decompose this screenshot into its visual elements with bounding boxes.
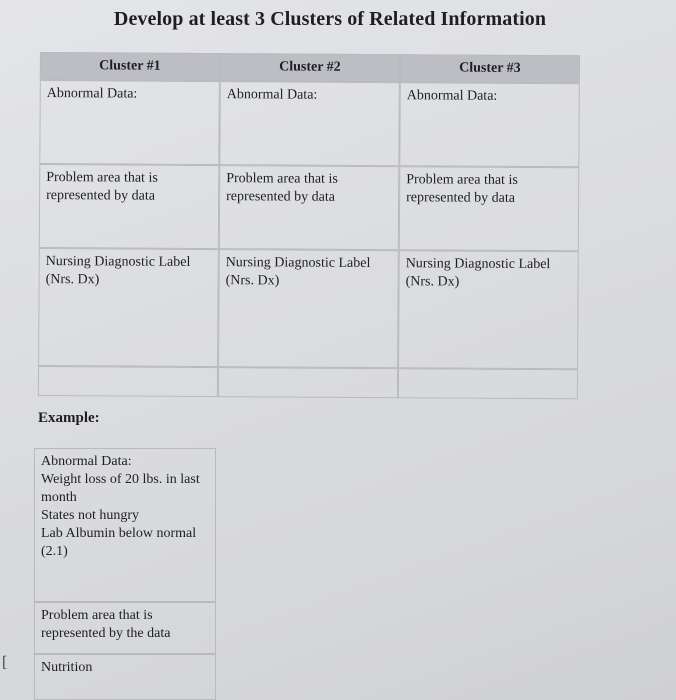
example-abnormal-item: States not hungry bbox=[41, 508, 139, 523]
example-abnormal-data bbox=[34, 448, 216, 602]
cluster-2-problem-area: Problem area that is represented by data bbox=[219, 165, 400, 250]
cluster-1-abnormal-data: Abnormal Data: bbox=[39, 80, 220, 165]
cluster-header-3: Cluster #3 bbox=[400, 54, 580, 83]
example-table bbox=[34, 448, 216, 700]
cluster-2-abnormal-data: Abnormal Data: bbox=[219, 81, 400, 166]
page-edge-mark: [ bbox=[2, 654, 8, 671]
cluster-1-nursing-dx: Nursing Diagnostic Label (Nrs. Dx) bbox=[38, 248, 219, 367]
cluster-header-1: Cluster #1 bbox=[40, 52, 220, 81]
cluster-2-empty-row bbox=[218, 367, 398, 398]
clusters-table bbox=[38, 52, 580, 399]
cluster-2-nursing-dx: Nursing Diagnostic Label (Nrs. Dx) bbox=[218, 249, 399, 368]
example-nursing-dx: Nutrition bbox=[34, 654, 216, 700]
example-abnormal-heading: Abnormal Data: bbox=[41, 454, 132, 469]
example-label: Example: bbox=[38, 410, 100, 426]
cluster-3-problem-area: Problem area that is represented by data bbox=[399, 166, 580, 251]
example-problem-area: Problem area that is represented by the data bbox=[34, 602, 216, 654]
page-title: Develop at least 3 Clusters of Related Information bbox=[113, 8, 547, 30]
cluster-1-empty-row bbox=[38, 366, 218, 397]
example-abnormal-item: Lab Albumin below normal (2.1) bbox=[41, 526, 197, 559]
example-abnormal-item: Weight loss of 20 lbs. in last month bbox=[41, 472, 200, 505]
cluster-1-problem-area: Problem area that is represented by data bbox=[39, 164, 220, 249]
cluster-3-nursing-dx: Nursing Diagnostic Label (Nrs. Dx) bbox=[398, 250, 579, 369]
cluster-3-abnormal-data: Abnormal Data: bbox=[399, 82, 580, 167]
cluster-3-empty-row bbox=[398, 368, 578, 399]
cluster-header-2: Cluster #2 bbox=[220, 53, 400, 82]
